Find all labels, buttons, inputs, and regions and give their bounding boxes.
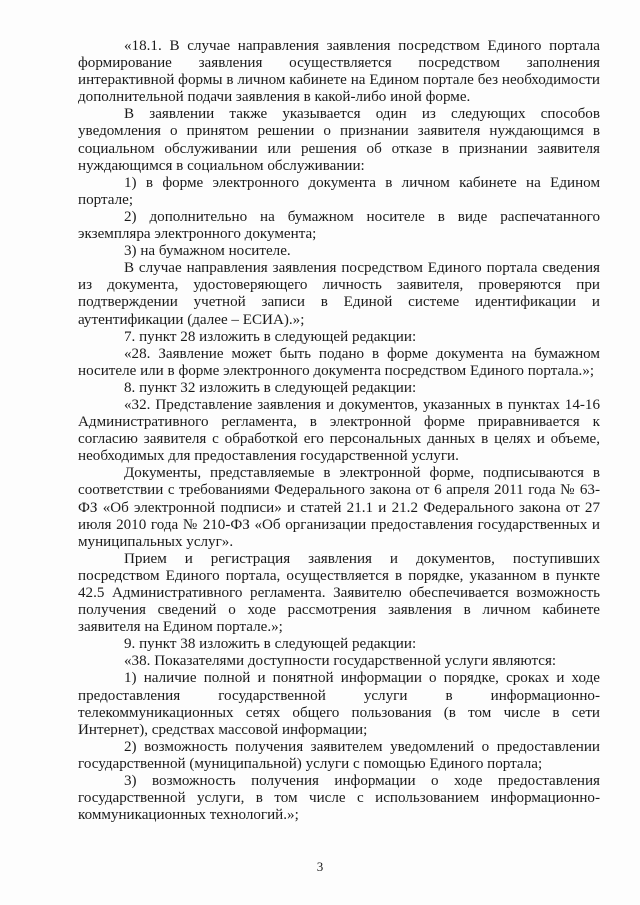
list-item-38-3: 3) возможность получения информации о ходе предоставления государственной услуги, в том числе с использованием информационно-коммуникационных технологий.»; — [78, 773, 600, 824]
list-item-38-1: 1) наличие полной и понятной информации о порядке, сроках и ходе предоставления государственной услуги в информационно-телекоммуникационных сетях общего пользования (в том числе в сети Интернет), средствах массовой информации; — [78, 670, 600, 738]
paragraph-esia: В случае направления заявления посредством Единого портала сведения из документа, удостоверяющего личность заявителя, проверяются при подтверждении учетной записи в Единой системе идентификации и аутентификации (далее – ЕСИА).»; — [78, 260, 600, 328]
list-item-38-2: 2) возможность получения заявителем уведомлений о предоставлении государственной (муниципальной) услуги с помощью Единого портала; — [78, 738, 600, 772]
paragraph-item-8: 8. пункт 32 изложить в следующей редакции: — [124, 379, 417, 396]
paragraph-item-9: 9. пункт 38 изложить в следующей редакции: — [124, 636, 417, 653]
list-item-2: 2) дополнительно на бумажном носителе в виде распечатанного экземпляра электронного документа; — [78, 208, 600, 243]
paragraph-registration: Прием и регистрация заявления и документов, поступивших посредством Единого портала, осуществляется в порядке, указанном в пункте 42.5 Административного регламента. Заявителю обеспечивается возможность получения сведений о ходе рассмотрения заявления в личном кабинете заявителя на Едином портале.»; — [78, 550, 600, 636]
page-number: 3 — [316, 859, 324, 874]
paragraph-38: «38. Показателями доступности государственной услуги являются: — [124, 653, 557, 670]
paragraph-notification-methods: В заявлении также указывается один из следующих способов уведомления о принятом решении о признании заявителя нуждающимся в социальном обслуживании или решения об отказе в признании заявителя нуждающимся в социальном обслуживании: — [78, 106, 600, 174]
paragraph-18-1: «18.1. В случае направления заявления посредством Единого портала формирование заявления осуществляется посредством заполнения интерактивной формы в личном кабинете на Едином портале без необходимости дополнительной подачи заявления в какой-либо иной форме. — [78, 38, 600, 106]
paragraph-electronic-signature: Документы, представляемые в электронной форме, подписываются в соответствии с требованиями Федерального закона от 6 апреля 2011 года № 63-ФЗ «Об электронной подписи» и статей 21.1 и 21.2 Федерального закона от 27 июля 2010 года № 210-ФЗ «Об организации предоставления государственных и муниципальных услуг». — [78, 465, 600, 550]
paragraph-32: «32. Представление заявления и документов, указанных в пунктах 14-16 Административного регламента, в электронной форме приравнивается к согласию заявителя с обработкой его персональных данных в целях и объеме, необходимых для предоставления государственной услуги. — [78, 396, 600, 465]
paragraph-item-7: 7. пункт 28 изложить в следующей редакции: — [124, 328, 417, 345]
document-body — [78, 38, 600, 824]
list-item-3: 3) на бумажном носителе. — [124, 243, 291, 260]
paragraph-28: «28. Заявление может быть подано в форме документа на бумажном носителе или в форме электронного документа посредством Единого портала.»; — [78, 345, 600, 379]
list-item-1: 1) в форме электронного документа в личном кабинете на Едином портале; — [78, 174, 600, 208]
